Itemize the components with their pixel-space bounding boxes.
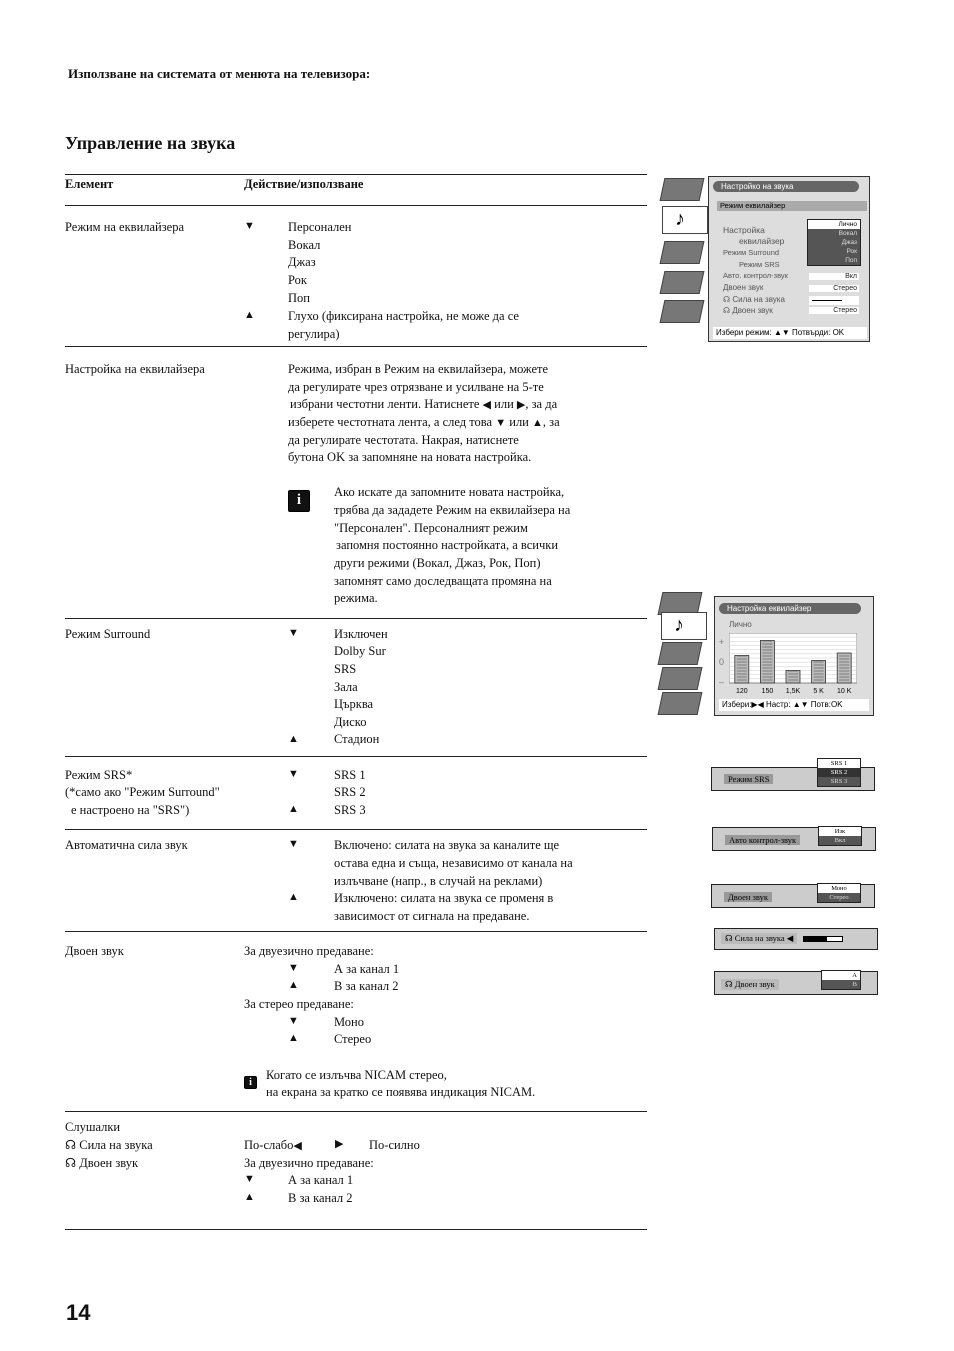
row-label-srs-note: е настроено на "SRS") <box>71 803 190 817</box>
menu-item: Режим SRS <box>739 260 780 269</box>
row-label-surround: Режим Surround <box>65 627 151 641</box>
popup-option: B <box>822 980 860 989</box>
paragraph-line: зависимост от сигнала на предаване. <box>334 909 530 923</box>
headphones-icon: ☊ <box>723 295 731 304</box>
up-arrow-icon: ▲ <box>288 979 299 991</box>
popup-option: SRS 3 <box>818 777 860 786</box>
text-fragment: или <box>494 397 514 411</box>
menu-item: Настройка <box>723 225 765 235</box>
list-item: Стадион <box>334 732 380 746</box>
paragraph-line <box>244 1137 302 1156</box>
row-label-srs-note: (*само ако "Режим Surround" <box>65 785 220 799</box>
menu-item: еквилайзер <box>739 236 785 246</box>
menu-panel <box>708 176 870 342</box>
menu-highlight: Режим еквилайзер <box>717 201 867 211</box>
table-header-line <box>65 205 647 206</box>
menu-value: Стерео <box>809 285 859 292</box>
text-fragment: Сила на звука <box>732 295 785 304</box>
paragraph-line: да регулирате честотата. Накрая, натиснете <box>288 433 519 447</box>
popup-option: Изк <box>834 828 846 835</box>
list-item: Персонален <box>288 220 352 234</box>
row-divider <box>65 346 647 347</box>
headphones-icon: ☊ <box>65 1156 77 1170</box>
row-divider <box>65 618 647 619</box>
menu-item <box>723 295 785 304</box>
table-top-line <box>65 174 647 175</box>
list-item: регулира) <box>288 327 340 341</box>
paragraph-line: Режима, избран в Режим на еквилайзера, можете <box>288 362 549 376</box>
paragraph-line <box>288 414 560 433</box>
text-fragment: Двоен звук <box>734 979 775 989</box>
list-item: Изключен <box>334 627 388 641</box>
info-line: "Персонален". Персоналният режим <box>334 521 528 535</box>
text-fragment: , за да <box>525 397 558 411</box>
col-element: Елемент <box>65 177 114 191</box>
info-line: други режими (Вокал, Джаз, Рок, Поп) <box>334 556 541 570</box>
popup-option: SRS 2 <box>818 768 860 777</box>
list-item: Моно <box>334 1015 364 1029</box>
text-fragment: Сила на звука <box>734 933 785 943</box>
section-header: Използване на системата от менюта на телевизора: <box>68 66 371 81</box>
strip-popup <box>817 883 861 903</box>
row-divider <box>65 756 647 757</box>
list-item: В за канал 2 <box>288 1191 353 1205</box>
popup-option: Джаз <box>808 238 860 247</box>
popup-option: Стерео <box>818 893 860 902</box>
headphones-icon: ☊ <box>723 306 731 315</box>
left-arrow-icon: ◀ <box>786 933 794 943</box>
tab-setup-icon <box>660 271 705 294</box>
text-fragment: Двоен звук <box>732 306 773 315</box>
left-arrow-icon: ◀ <box>293 1140 302 1152</box>
eq-popup <box>807 219 861 266</box>
text-fragment: Сила на звука <box>79 1138 153 1152</box>
menu-item <box>723 306 773 315</box>
eq-band-label: 150 <box>761 688 774 695</box>
list-item: Зала <box>334 680 358 694</box>
list-item: А за канал 1 <box>334 962 400 976</box>
headphones-icon: ☊ <box>725 933 733 943</box>
row-label-eq-setting: Настройка на еквилайзера <box>65 362 205 376</box>
text-fragment: По-слабо <box>244 1138 294 1152</box>
text-fragment: избрани честотни ленти. Натиснете <box>290 397 480 411</box>
up-arrow-icon: ▲ <box>244 309 255 321</box>
list-item: SRS <box>334 662 357 676</box>
popup-option: Поп <box>808 256 860 265</box>
tab-effects-icon <box>658 642 703 665</box>
eq-mode: Лично <box>729 620 752 629</box>
list-item: Вокал <box>288 238 321 252</box>
eq-band-label: 10 K <box>836 688 852 695</box>
down-arrow-icon: ▼ <box>288 768 299 780</box>
popup-option: A <box>852 972 857 979</box>
right-arrow-icon: ▶ <box>516 399 526 411</box>
menu-title: Настройко на звука <box>713 181 859 192</box>
row-label-eq-mode: Режим на еквилайзера <box>65 220 185 234</box>
strip-popup <box>818 826 862 846</box>
headphones-icon: ☊ <box>725 979 733 989</box>
tab-person-icon <box>660 178 705 201</box>
info-line: запомнят само дослeдващата промяна на <box>334 574 552 588</box>
tab-music-icon: ♪ <box>662 206 708 234</box>
volume-slider <box>809 296 859 305</box>
paragraph-line: остава една и съща, независимо от канала на <box>334 856 573 870</box>
eq-band-bar[interactable] <box>812 661 826 684</box>
text-fragment: или <box>509 415 529 429</box>
info-icon: i <box>244 1076 257 1089</box>
tv-menu-sound <box>656 174 870 342</box>
popup-option: Вокал <box>808 229 860 238</box>
strip-label <box>721 933 797 944</box>
popup-option: Рок <box>808 247 860 256</box>
strip-hp-dual <box>714 971 878 995</box>
eq-panel <box>714 596 874 716</box>
list-item: Стерео <box>334 1032 372 1046</box>
row-divider <box>65 1111 647 1112</box>
tab-effects-icon <box>660 241 705 264</box>
paragraph-line: По-силно <box>369 1138 420 1152</box>
list-item: Диско <box>334 715 367 729</box>
eq-band-label: 120 <box>735 688 748 695</box>
text-fragment: , за <box>542 415 560 429</box>
strip-avl <box>712 827 876 851</box>
eq-band-bar[interactable] <box>735 656 749 684</box>
paragraph-line: За двуезично предаване: <box>244 1156 374 1170</box>
info-line: Ако искате да запомните новата настройка, <box>334 485 565 499</box>
down-arrow-icon: ▼ <box>244 220 255 232</box>
eq-axis-label: + <box>719 637 725 647</box>
info-line: запомня постоянно настройката, а всички <box>336 538 559 552</box>
list-item: SRS 1 <box>334 768 366 782</box>
paragraph-line: да регулирате чрез отрязване и усилване на 5-те <box>288 380 544 394</box>
strip-srs <box>711 760 875 791</box>
up-arrow-icon: ▲ <box>532 417 543 429</box>
eq-title: Настройка еквилайзер <box>719 603 861 614</box>
menu-footer: Избери режим: ▲▼ Потвърди: OK <box>713 327 867 339</box>
info-icon: i <box>288 490 310 512</box>
up-arrow-icon: ▲ <box>288 733 299 745</box>
page-title: Управление на звука <box>65 133 236 153</box>
row-label-avl: Автоматична сила звук <box>65 838 188 852</box>
list-item: А за канал 1 <box>288 1173 354 1187</box>
menu-value: Вкл <box>809 273 859 280</box>
tab-list-icon <box>658 692 703 715</box>
down-arrow-icon: ▼ <box>288 1015 299 1027</box>
menu-value: Стерео <box>809 307 859 314</box>
paragraph-line: Включено: силата на звука за каналите ще <box>334 838 560 852</box>
strip-hp-volume <box>714 928 878 950</box>
list-item: Dolby Sur <box>334 644 386 658</box>
list-item: Джаз <box>288 255 316 269</box>
up-arrow-icon: ▲ <box>288 803 299 815</box>
eq-axis-label: – <box>719 677 725 687</box>
tab-setup-icon <box>658 667 703 690</box>
menu-item: Двоен звук <box>723 283 764 292</box>
list-item: Църква <box>334 697 374 711</box>
info-line: трябва да зададете Режим на еквилайзера на <box>334 503 571 517</box>
popup-option: SRS 1 <box>830 760 848 767</box>
row-divider <box>65 829 647 830</box>
page-number: 14 <box>66 1300 91 1325</box>
paragraph-line: За стерео предаване: <box>244 997 354 1011</box>
menu-item: Авто. контрол-звук <box>723 271 788 280</box>
list-item: Рок <box>288 273 307 287</box>
down-arrow-icon: ▼ <box>288 962 299 974</box>
strip-popup <box>817 758 861 787</box>
strip-dual <box>711 884 875 908</box>
menu-item: Режим Surround <box>723 248 780 257</box>
eq-chart <box>729 633 857 695</box>
down-arrow-icon: ▼ <box>495 417 507 429</box>
paragraph-line: За двуезично предаване: <box>244 944 374 958</box>
strip-label: Двоен звук <box>724 892 772 902</box>
paragraph-line: Изключено: силата на звука се променя в <box>334 891 554 905</box>
tab-list-icon <box>660 300 705 323</box>
strip-label <box>721 979 779 990</box>
row-divider <box>65 931 647 932</box>
strip-popup <box>821 970 861 990</box>
info-line: на екрана за кратко се появява индикация NICAM. <box>266 1085 536 1099</box>
list-item: SRS 2 <box>334 785 366 799</box>
popup-option: Лично <box>838 221 857 228</box>
up-arrow-icon: ▲ <box>244 1191 255 1203</box>
up-arrow-icon: ▲ <box>288 891 299 903</box>
popup-option: Моно <box>831 885 847 892</box>
list-item: Поп <box>288 291 310 305</box>
strip-label: Режим SRS <box>724 774 773 784</box>
row-label-srs: Режим SRS* <box>65 768 133 782</box>
row-label-hp-dual <box>65 1155 138 1173</box>
table-bottom-line <box>65 1229 647 1230</box>
eq-band-label: 5 K <box>813 688 824 695</box>
info-line: Когато се излъчва NICAM стерео, <box>266 1068 447 1082</box>
tab-music-icon: ♪ <box>661 612 707 640</box>
list-item: SRS 3 <box>334 803 366 817</box>
paragraph-line: излъчване (напр., в случай на реклами) <box>334 874 543 888</box>
up-arrow-icon: ▲ <box>288 1032 299 1044</box>
text-fragment: Двоен звук <box>79 1156 139 1170</box>
eq-band-label: 1,5K <box>785 688 801 695</box>
down-arrow-icon: ▼ <box>288 627 299 639</box>
tv-menu-equalizer <box>656 592 876 716</box>
eq-footer: Избери:▶◀ Настр: ▲▼ Потв:OK <box>719 699 869 711</box>
row-label-dual: Двоен звук <box>65 944 124 958</box>
eq-axis-label: 0 <box>719 657 725 667</box>
col-action: Действие/използване <box>244 177 364 191</box>
row-label-headphones: Слушалки <box>65 1120 121 1134</box>
down-arrow-icon: ▼ <box>288 838 299 850</box>
text-fragment: изберете честотната лента, а след това <box>288 415 493 429</box>
volume-slider <box>803 936 843 942</box>
strip-label: Авто контрол-звук <box>725 835 800 845</box>
paragraph-line: бутона OK за запомняне на новата настройка. <box>288 450 532 464</box>
list-item: В за канал 2 <box>334 979 399 993</box>
row-label-hp-volume <box>65 1137 153 1155</box>
paragraph-line <box>290 396 557 415</box>
list-item: Глухо (фиксирана настройка, не може да се <box>288 309 519 323</box>
down-arrow-icon: ▼ <box>244 1173 255 1185</box>
right-arrow-icon: ▶ <box>335 1138 344 1150</box>
popup-option: Вкл <box>819 836 861 845</box>
headphones-icon: ☊ <box>65 1138 77 1152</box>
left-arrow-icon: ◀ <box>482 399 492 411</box>
info-line: режима. <box>334 591 378 605</box>
